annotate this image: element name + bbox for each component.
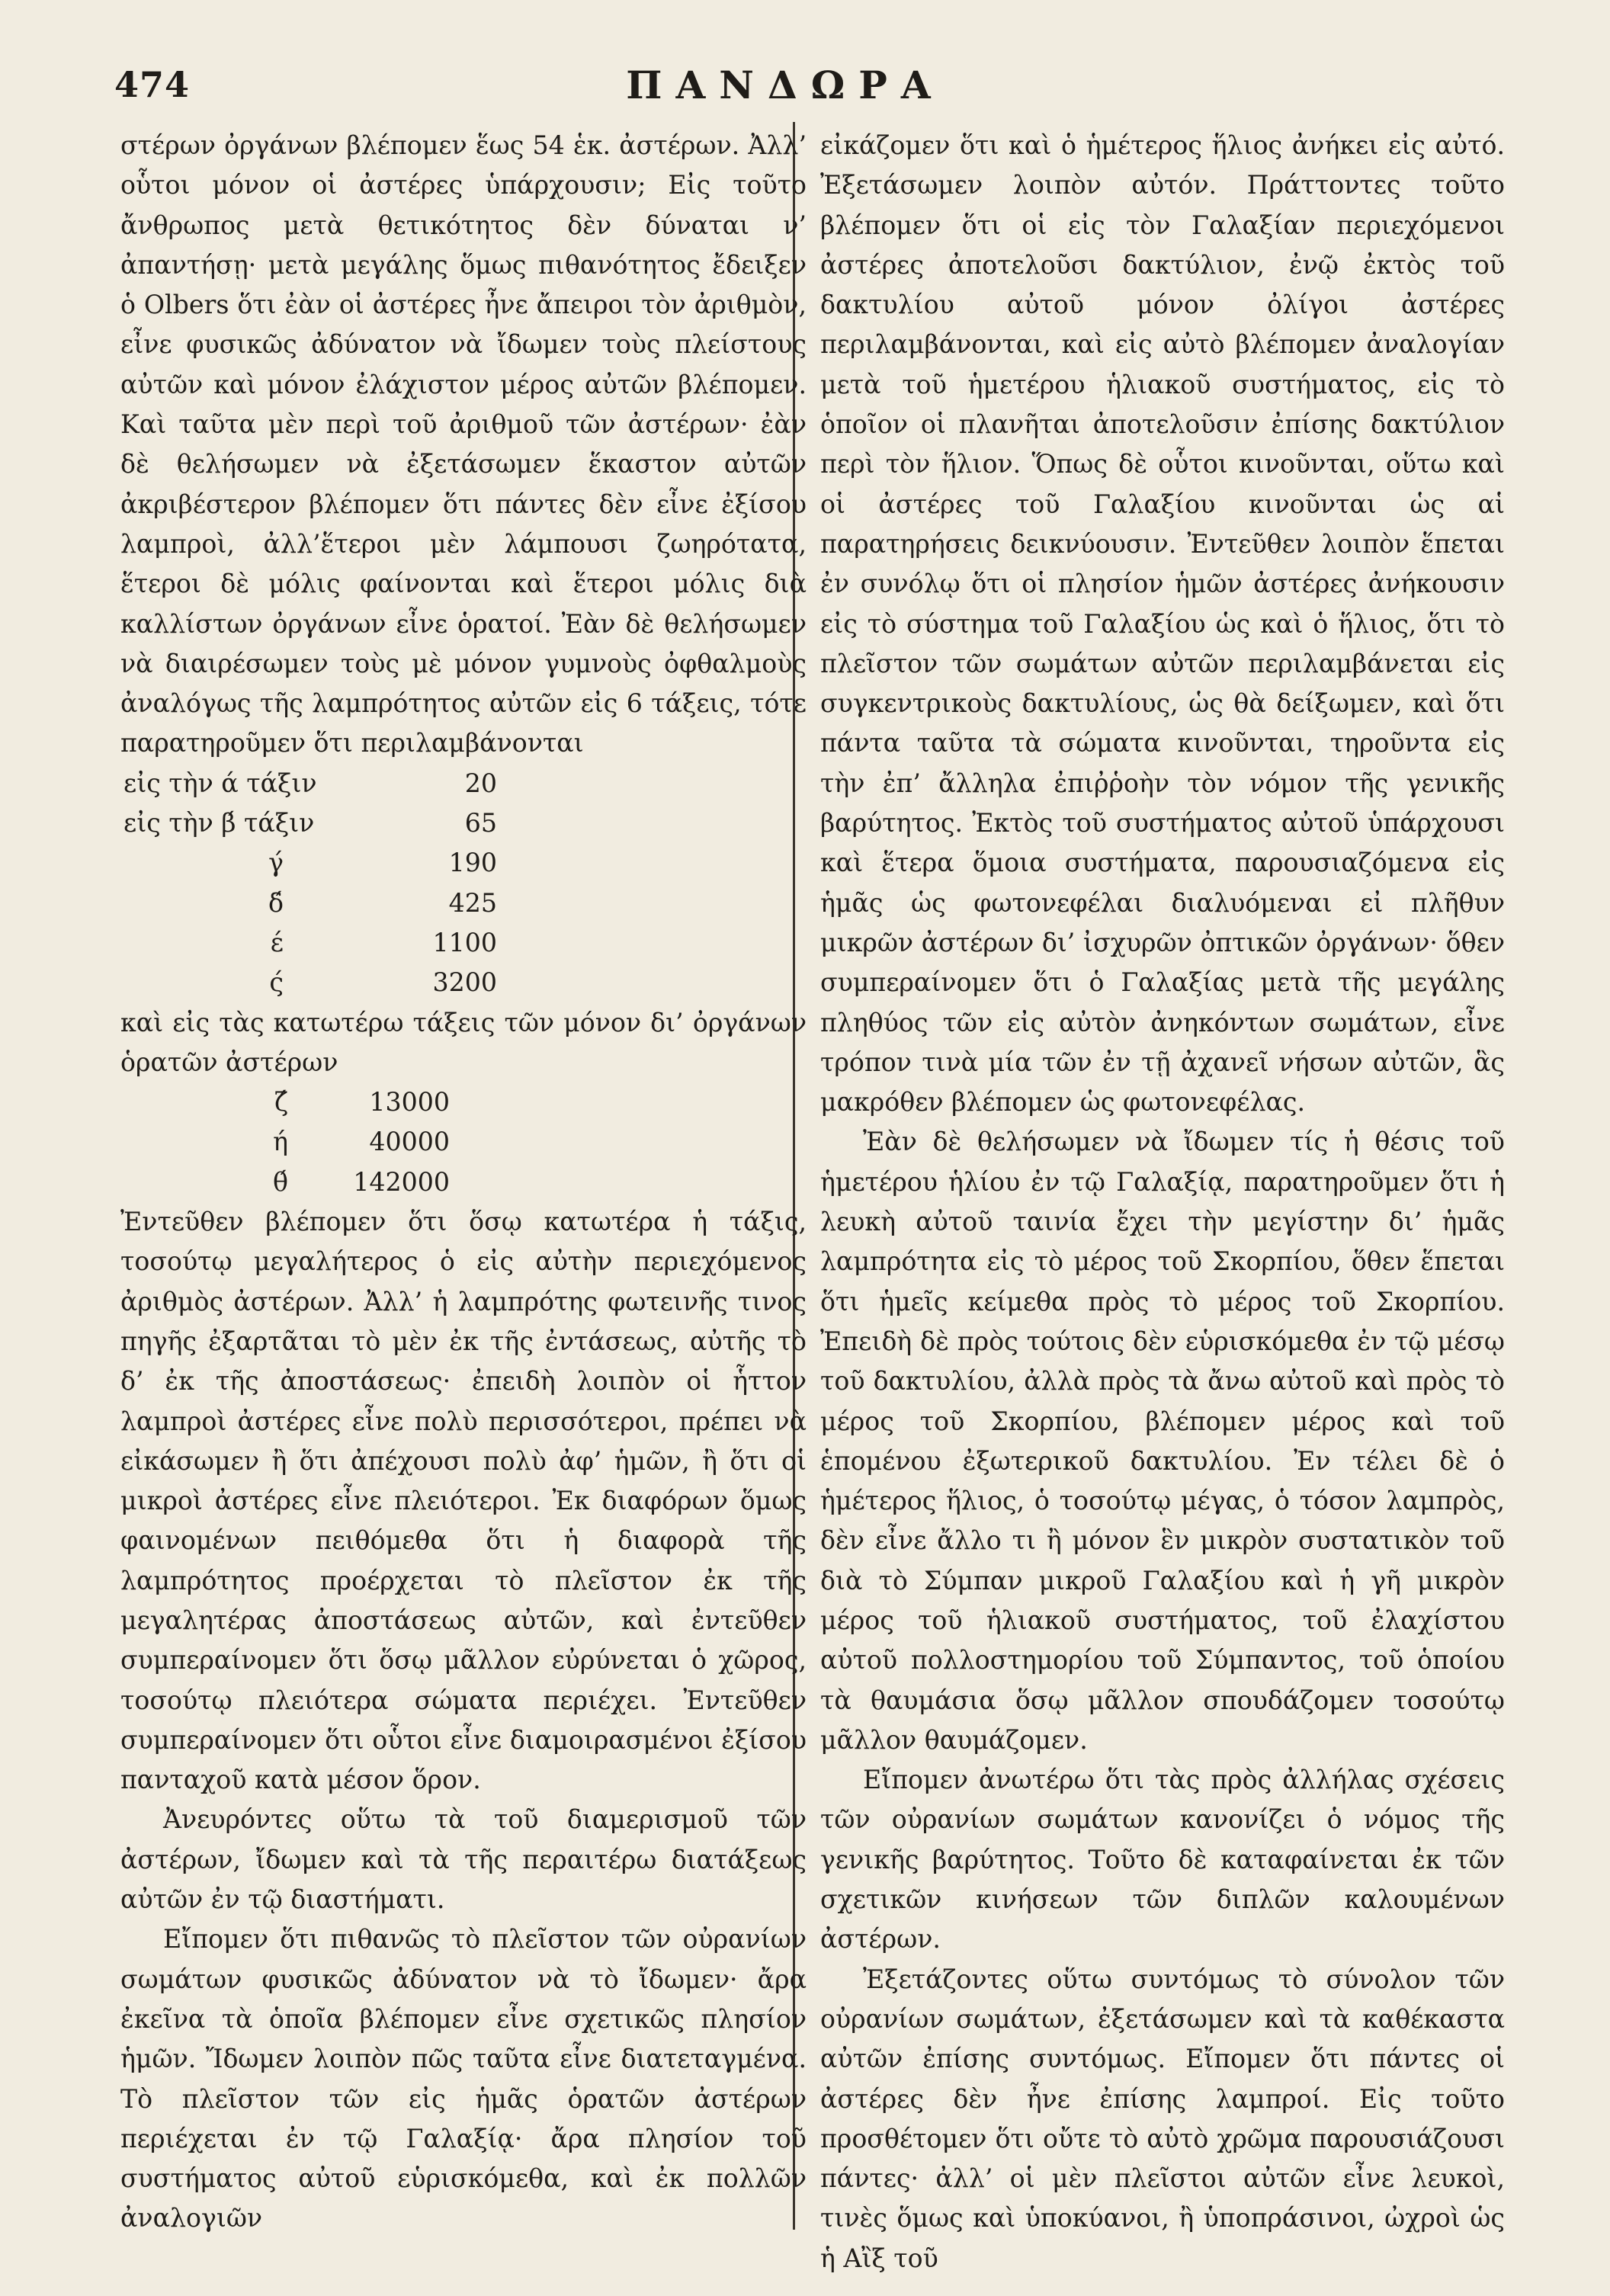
paragraph: Ἀνευρόντες οὕτω τὰ τοῦ διαμερισμοῦ τῶν ἀστέρων, ἴδωμεν καὶ τὰ τῆς περαιτέρω διατάξεως αὐτῶν ἐν τῷ διαστήματι. [120,1804,807,1915]
table-row [120,923,497,963]
rank-count: 1100 [432,927,497,957]
paragraph: στέρων ὀργάνων βλέπομεν ἕως 54 ἑκ. ἀστέρων. Ἀλλ’ οὗτοι μόνον οἱ ἀστέρες ὑπάρχουσιν; Εἰς τοῦτο ἄνθρωπος μετὰ θετικότητος δὲν δύναται ν’ ἀπαντήσῃ· μετὰ μεγάλης ὅμως πιθανότητος ἔδειξεν ὁ Olbers ὅτι ἐὰν οἱ ἀστέρες ἦνε ἄπειροι τὸν ἀριθμὸν, εἶνε φυσικῶς ἀδύνατον νὰ ἴδωμεν τοὺς πλείστους αὐτῶν καὶ μόνον ἐλάχιστον μέρος αὐτῶν βλέπομεν. Καὶ ταῦτα μὲν περὶ τοῦ ἀριθμοῦ τῶν ἀστέρων· ἐὰν δὲ θελήσωμεν νὰ ἐξετάσωμεν ἕκαστον αὐτῶν ἀκριβέστερον βλέπομεν ὅτι πάντες δὲν εἶνε ἐξίσου λαμπροὶ, ἀλλ’ἕτεροι μὲν λάμπουσι ζωηρότατα, ἕτεροι δὲ μόλις φαίνονται καὶ ἕτεροι μόλις διὰ καλλίστων ὀργάνων εἶνε ὁρατοί. Ἐὰν δὲ θελήσωμεν νὰ διαιρέσωμεν τοὺς μὲ μόνον γυμνοὺς ὀφθαλμοὺς ἀναλόγως τῆς λαμπρότητος αὐτῶν εἰς 6 τάξεις, τότε παρατηροῦμεν ὅτι περιλαμβάνονται [120,130,807,758]
left-column [120,126,807,2239]
page-number: 474 [114,64,191,105]
running-title: ΠΑΝΔΩΡΑ [626,63,945,107]
rank-label: θ́ [273,1166,288,1197]
page-header [114,59,1456,113]
paragraph: καὶ εἰς τὰς κατωτέρω τάξεις τῶν μόνον δι’ ὀργάνων ὁρατῶν ἀστέρων [120,1007,807,1077]
rank-count: 40000 [369,1127,450,1157]
rank-label: ς́ [269,967,284,998]
rank-count: 20 [464,768,497,798]
paragraph: Εἴπομεν ἀνωτέρω ὅτι τὰς πρὸς ἀλλήλας σχέσεις τῶν οὐρανίων σωμάτων κανονίζει ὁ νόμος τῆς γενικῆς βαρύτητος. Τοῦτο δὲ καταφαίνεται ἐκ τῶν σχετικῶν κινήσεων τῶν διπλῶν καλουμένων ἀστέρων. [820,1765,1505,1954]
rank-label: έ [270,927,284,957]
rank-label: εἰς τὴν β́ τάξιν [123,808,315,839]
rank-label: ή [273,1127,288,1157]
rank-count: 142000 [353,1166,450,1197]
rank-label: ζ́ [274,1087,288,1118]
rank-label: εἰς τὴν ά τάξιν [123,768,317,798]
rank-count: 425 [448,887,497,918]
rank-count: 13000 [369,1087,450,1118]
table-row [120,1082,450,1122]
rank-label: γ́ [268,848,284,878]
paragraph: εἰκάζομεν ὅτι καὶ ὁ ἡμέτερος ἥλιος ἀνήκει εἰς αὐτό. Ἐξετάσωμεν λοιπὸν αὐτόν. Πράττοντες τοῦτο βλέπομεν ὅτι οἱ εἰς τὸν Γαλαξίαν περιεχόμενοι ἀστέρες ἀποτελοῦσι δακτύλιον, ἐνῷ ἐκτὸς τοῦ δακτυλίου αὐτοῦ μόνον ὀλίγοι ἀστέρες περιλαμβάνονται, καὶ εἰς αὐτὸ βλέπομεν ἀναλογίαν μετὰ τοῦ ἡμετέρου ἡλιακοῦ συστήματος, εἰς τὸ ὁποῖον οἱ πλανῆται ἀποτελοῦσιν ἐπίσης δακτύλιον περὶ τὸν ἥλιον. Ὅπως δὲ οὗτοι κινοῦνται, οὕτω καὶ οἱ ἀστέρες τοῦ Γαλαξίου κινοῦνται ὡς αἱ παρατηρήσεις δεικνύουσιν. Ἐντεῦθεν λοιπὸν ἕπεται ἐν συνόλῳ ὅτι οἱ πλησίον ἡμῶν ἀστέρες ἀνήκουσιν εἰς τὸ σύστημα τοῦ Γαλαξίου ὡς καὶ ὁ ἥλιος, ὅτι τὸ πλεῖστον τῶν σωμάτων αὐτῶν περιλαμβάνεται εἰς συγκεντρικοὺς δακτυλίους, ὡς θὰ δείξωμεν, καὶ ὅτι πάντα ταῦτα τὰ σώματα κινοῦνται, τηροῦντα εἰς τὴν ἐπ’ ἄλληλα ἐπιῤῥοὴν τὸν νόμον τῆς γενικῆς βαρύτητος. Ἐκτὸς τοῦ συστήματος αὐτοῦ ὑπάρχουσι καὶ ἕτερα ὅμοια συστήματα, παρουσιαζόμενα εἰς ἡμᾶς ὡς φωτονεφέλαι διαλυόμεναι εἰ πλῆθυν μικρῶν ἀστέρων δι’ ἰσχυρῶν ὀπτικῶν ὀργάνων· ὅθεν συμπεραίνομεν ὅτι ὁ Γαλαξίας μετὰ τῆς μεγάλης πληθύος τῶν εἰς αὐτὸν ἀνηκόντων σωμάτων, εἶνε τρόπον τινὰ μία τῶν ἐν τῇ ἀχανεῖ νήσων αὐτῶν, ἃς μακρόθεν βλέπομεν ὡς φωτονεφέλας. [820,130,1505,1118]
table-row [120,1162,450,1202]
table-row [120,764,497,803]
magnitude-table-naked-eye [120,764,497,1003]
table-row [120,803,497,843]
paragraph: Ἐὰν δὲ θελήσωμεν νὰ ἴδωμεν τίς ἡ θέσις τοῦ ἡμετέρου ἡλίου ἐν τῷ Γαλαξίᾳ, παρατηροῦμεν ὅτι ἡ λευκὴ αὐτοῦ ταινία ἔχει τὴν μεγίστην δι’ ἡμᾶς λαμπρότητα εἰς τὸ μέρος τοῦ Σκορπίου, ὅθεν ἕπεται ὅτι ἡμεῖς κείμεθα πρὸς τὸ μέρος τοῦ Σκορπίου. Ἐπειδὴ δὲ πρὸς τούτοις δὲν εὑρισκόμεθα ἐν τῷ μέσῳ τοῦ δακτυλίου, ἀλλὰ πρὸς τὰ ἄνω αὐτοῦ καὶ πρὸς τὸ μέρος τοῦ Σκορπίου, βλέπομεν μέρος καὶ τοῦ ἑπομένου ἐξωτερικοῦ δακτυλίου. Ἐν τέλει δὲ ὁ ἡμέτερος ἥλιος, ὁ τοσούτῳ μέγας, ὁ τόσον λαμπρὸς, δὲν εἶνε ἄλλο τι ἢ μόνον ἓν μικρὸν συστατικὸν τοῦ διὰ τὸ Σύμπαν μικροῦ Γαλαξίου καὶ ἡ γῆ μικρὸν μέρος τοῦ ἡλιακοῦ συστήματος, τοῦ ἐλαχίστου αὐτοῦ πολλοστημορίου τοῦ Σύμπαντος, τοῦ ὁποίου τὰ θαυμάσια ὅσῳ μᾶλλον σπουδάζομεν τοσούτῳ μᾶλλον θαυμάζομεν. [820,1127,1505,1755]
rank-count: 65 [464,808,497,839]
table-row [120,1122,450,1162]
table-row [120,883,497,923]
magnitude-table-telescopic [120,1082,450,1202]
rank-count: 3200 [432,967,497,998]
right-column [820,126,1505,2278]
table-row [120,843,497,883]
table-row [120,963,497,1002]
paragraph: Ἐντεῦθεν βλέπομεν ὅτι ὅσῳ κατωτέρα ἡ τάξις, τοσούτῳ μεγαλήτερος ὁ εἰς αὐτὴν περιεχόμενος ἀριθμὸς ἀστέρων. Ἀλλ’ ἡ λαμπρότης φωτεινῆς τινος πηγῆς ἐξαρτᾶται τὸ μὲν ἐκ τῆς ἐντάσεως, αὐτῆς τὸ δ’ ἐκ τῆς ἀποστάσεως· ἐπειδὴ λοιπὸν οἱ ἧττον λαμπροὶ ἀστέρες εἶνε πολὺ περισσότεροι, πρέπει νὰ εἰκάσωμεν ἢ ὅτι ἀπέχουσι πολὺ ἀφ’ ἡμῶν, ἢ ὅτι οἱ μικροὶ ἀστέρες εἶνε πλειότεροι. Ἐκ διαφόρων ὅμως φαινομένων πειθόμεθα ὅτι ἡ διαφορὰ τῆς λαμπρότητος προέρχεται τὸ πλεῖστον ἐκ τῆς μεγαλητέρας ἀποστάσεως αὐτῶν, καὶ ἐντεῦθεν συμπεραίνομεν ὅτι ὅσῳ μᾶλλον εὐρύνεται ὁ χῶρος, τοσούτῳ πλειότερα σώματα περιέχει. Ἐντεῦθεν συμπεραίνομεν ὅτι οὗτοι εἶνε διαμοιρασμένοι ἐξίσου πανταχοῦ κατὰ μέσον ὅρον. [120,1207,807,1795]
rank-label: δ́ [268,887,284,918]
paragraph: Ἐξετάζοντες οὕτω συντόμως τὸ σύνολον τῶν οὐρανίων σωμάτων, ἐξετάσωμεν καὶ τὰ καθέκαστα αὐτῶν ἐπίσης συντόμως. Εἴπομεν ὅτι πάντες οἱ ἀστέρες δὲν ἦνε ἐπίσης λαμπροί. Εἰς τοῦτο προσθέτομεν ὅτι οὔτε τὸ αὐτὸ χρῶμα παρουσιάζουσι πάντες· ἀλλ’ οἱ μὲν πλεῖστοι αὐτῶν εἶνε λευκοὶ, τινὲς ὅμως καὶ ὑποκύανοι, ἢ ὑποπράσινοι, ὠχροὶ ὡς ἡ Αἲξ τοῦ [820,1964,1505,2273]
paragraph: Εἴπομεν ὅτι πιθανῶς τὸ πλεῖστον τῶν οὐρανίων σωμάτων φυσικῶς ἀδύνατον νὰ τὸ ἴδωμεν· ἄρα ἐκεῖνα τὰ ὁποῖα βλέπομεν εἶνε σχετικῶς πλησίον ἡμῶν. Ἴδωμεν λοιπὸν πῶς ταῦτα εἶνε διατεταγμένα. Τὸ πλεῖστον τῶν εἰς ἡμᾶς ὁρατῶν ἀστέρων περιέχεται ἐν τῷ Γαλαξίᾳ· ἄρα πλησίον τοῦ συστήματος αὐτοῦ εὑρισκόμεθα, καὶ ἐκ πολλῶν ἀναλογιῶν [120,1924,807,2233]
rank-count: 190 [448,848,497,878]
